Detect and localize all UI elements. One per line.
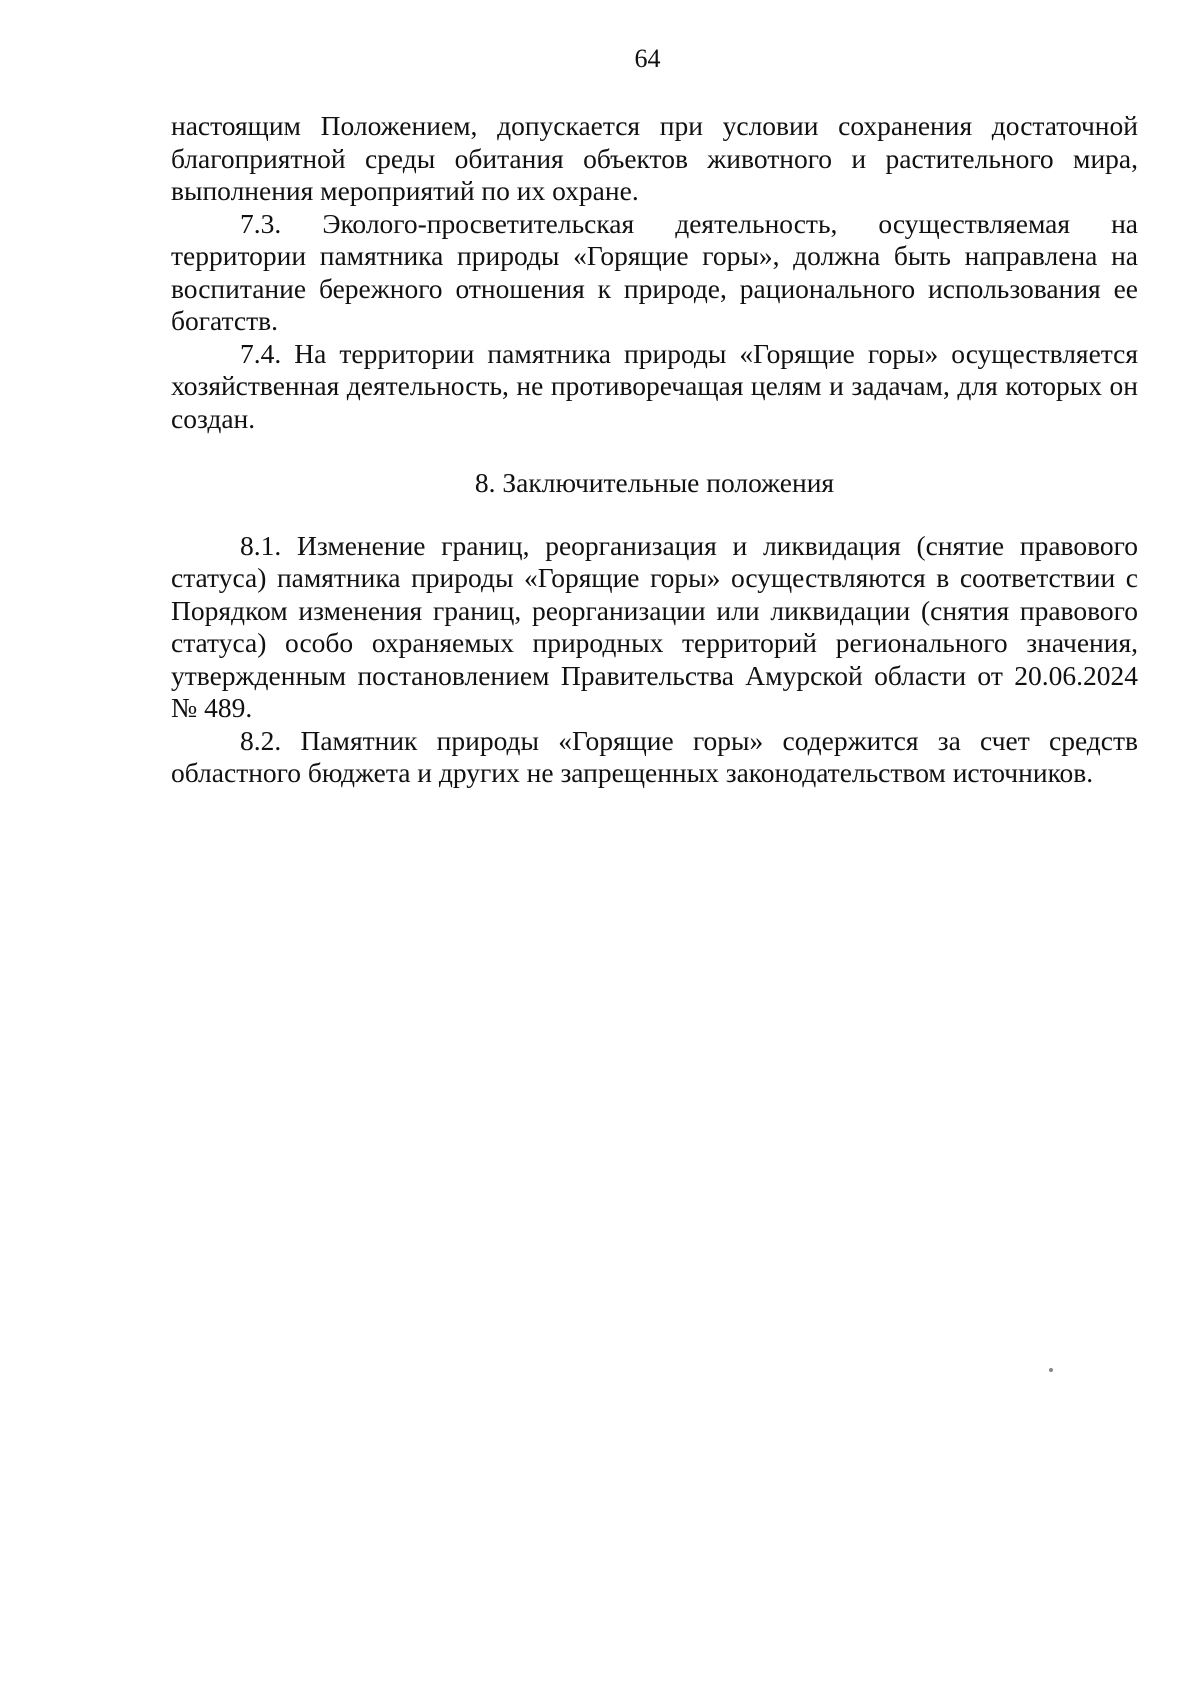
paragraph-7-3: 7.3. Эколого-просветительская деятельность, осуществляемая на территории памятника природы «Горящие горы», должна быть направлена на воспитание бережного отношения к природе, рационального использования ее богатств. — [171, 207, 1138, 336]
paragraph-8-2: 8.2. Памятник природы «Горящие горы» содержится за счет средств областного бюджета и других не запрещенных законодательством источников. — [171, 724, 1138, 788]
document-body — [171, 110, 1138, 790]
paragraph-8-1: 8.1. Изменение границ, реорганизация и ликвидация (снятие правового статуса) памятника природы «Горящие горы» осуществляются в соответствии с Порядком изменения границ, реорганизации или ликвидации (снятия правового статуса) особо охраняемых природных территорий регионального значения, утвержденным постановлением Правительства Амурской области от 20.06.2024 № 489. — [171, 529, 1138, 723]
page-number: 64 — [634, 44, 661, 73]
paragraph-continuation: настоящим Положением, допускается при условии сохранения достаточной благоприятной среды обитания объектов животного и растительного мира, выполнения мероприятий по их охране. — [171, 110, 1138, 206]
scan-speck — [1049, 1368, 1053, 1372]
paragraph-7-4: 7.4. На территории памятника природы «Горящие горы» осуществляется хозяйственная деятельность, не противоречащая целям и задачам, для которых он создан. — [171, 337, 1138, 434]
section-heading-8: 8. Заключительные положения — [474, 467, 835, 498]
